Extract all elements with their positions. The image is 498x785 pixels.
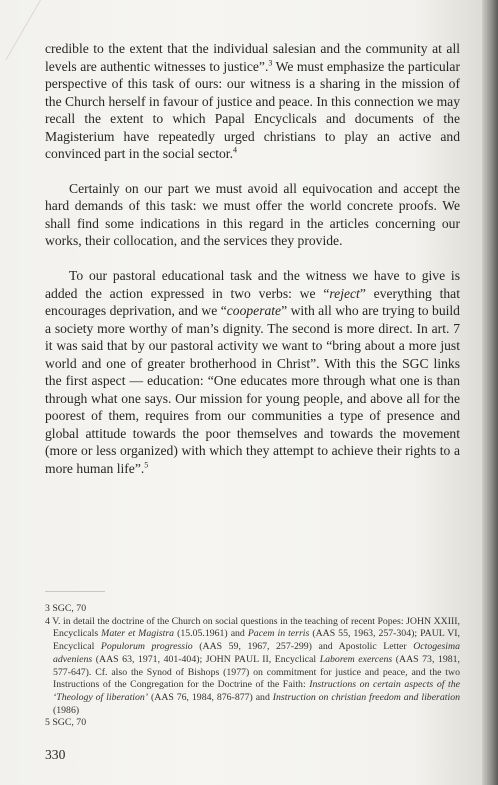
body-text bbox=[45, 40, 460, 478]
text-run: (AAS 59, 1967, 257-299) and Apostolic Letter bbox=[192, 641, 414, 653]
text-run: 5 SGC, 70 bbox=[45, 717, 87, 729]
footnote-4 bbox=[45, 616, 460, 718]
page-number: 330 bbox=[45, 747, 66, 762]
italic-text: Pacem in terris bbox=[247, 628, 310, 640]
italic-text: Octogesima adveniens bbox=[53, 641, 461, 665]
page-curl bbox=[0, 0, 41, 60]
text-run: ” with all who are trying to build a society more worthy of man’s dignity. The second is more direct. In art. 7 it was said that by our pastoral activity we want to “bring about a more just world and one of greater brotherhood in Christ”. With this the SGC links the first aspect — education: “One educates more through what one is than through what one says. Our mission for young people, and above all for the poorest of them, requires from our communities a type of presence and global attitude towards the poor themselves and towards the movement (more or less organized) with which they attempt to achieve their rights to a more human life”. bbox=[45, 303, 460, 477]
italic-text: Laborem exercens bbox=[319, 653, 393, 665]
text-run: 3 SGC, 70 bbox=[45, 603, 87, 614]
text-run: (1986) bbox=[53, 704, 80, 716]
italic-text: Mater et Magistra bbox=[101, 628, 175, 640]
text-run: ” everything that encourages deprivation, and we “ bbox=[45, 285, 460, 319]
italic-text: Populorum progressio bbox=[100, 641, 193, 653]
footnote-marker: 5 bbox=[144, 460, 149, 470]
italic-text: cooperate bbox=[226, 303, 282, 319]
italic-text: reject bbox=[329, 285, 360, 301]
text-run: (AAS 73, 1981, 577-647). Cf. also the Synod of Bishops (1977) on commitment for justice and peace, and the two Instructions of the Congregation for the Doctrine of the Faith: bbox=[53, 653, 460, 691]
paragraph-1 bbox=[45, 40, 460, 163]
footnote-divider bbox=[45, 591, 105, 592]
footnotes bbox=[45, 603, 460, 730]
text-run: To our pastoral educational task and the witness we have to give is added the action expressed in two verbs: we “ bbox=[45, 268, 460, 301]
text-run: (AAS 63, 1971, 401-404); JOHN PAUL II, Encyclical bbox=[92, 653, 320, 665]
text-run: We must emphasize the particular perspective of this task of ours: our witness is a sharing in the mission of the Church herself in favour of justice and peace. In this connection we may recall the extent to which Papal Encyclicals and documents of the Magisterium have repeatedly urged christians to play an active and convinced part in the social sector. bbox=[45, 58, 460, 162]
italic-text: Instruction on christian freedom and liberation bbox=[272, 691, 461, 703]
paragraph-3 bbox=[45, 267, 460, 478]
italic-text: Instructions on certain aspects of the ‘Theology of liberation’ bbox=[53, 679, 460, 703]
text-run: (AAS 55, 1963, 257-304); PAUL VI, Encyclical bbox=[53, 628, 461, 653]
text-run: (15.05.1961) and bbox=[174, 628, 248, 640]
text-run: 4 V. in detail the doctrine of the Church on social questions in the teaching of recent Popes: JOHN XXIII, Encyclicals bbox=[45, 615, 460, 640]
paragraph-2 bbox=[45, 180, 460, 250]
book-spine-shadow bbox=[482, 0, 498, 785]
footnote-marker: 4 bbox=[232, 145, 237, 155]
footnote-3 bbox=[45, 603, 460, 616]
text-run: (AAS 76, 1984, 876-877) and bbox=[148, 691, 273, 703]
footnote-5 bbox=[45, 717, 460, 730]
text-run: Certainly on our part we must avoid all equivocation and accept the hard demands of this task: we must offer the world concrete proofs. We shall find some indications in this regard in the articles concerning our works, their collocation, and the services they provide. bbox=[45, 180, 460, 249]
footnote-marker: 3 bbox=[268, 58, 273, 68]
text-run: credible to the extent that the individual salesian and the community at all levels are authentic witnesses to justice”. bbox=[45, 41, 460, 74]
